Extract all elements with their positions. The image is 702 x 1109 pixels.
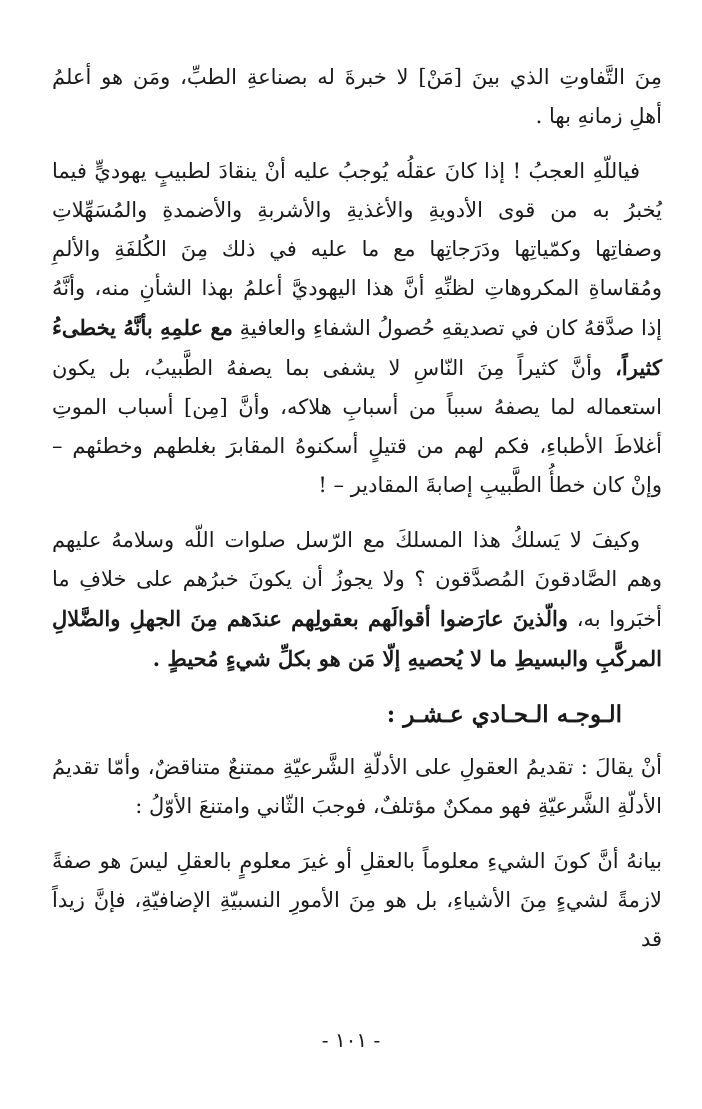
paragraph-4-text: أنْ يقالَ : تقديمُ العقولِ على الأدلّةِ الشَّرعيّةِ ممتنعٌ متناقضٌ، وأمّا تقديمُ الأدلّةِ الشَّرعيّةِ فهو ممكنٌ مؤتلفٌ، فوجبَ الثّاني وامتنعَ الأوّلُ :	[52, 755, 662, 818]
paragraph-3-bold: والّذينَ عارَضوا أقوالَهم بعقولِهم عندَهم مِنَ الجهلِ والضَّلالِ المركَّبِ والبسيطِ ما لا يُحصيهِ إلّا مَن هو بكلِّ شيءٍ مُحيطٍ .	[52, 606, 662, 671]
page-body	[52, 58, 662, 975]
paragraph-1	[52, 58, 662, 136]
paragraph-5-text: بيانهُ أنَّ كونَ الشيءِ معلوماً بالعقلِ أو غيرَ معلومٍ بالعقلِ ليسَ هو صفةً لازمةً لشيءٍ مِنَ الأشياءِ، بل هو مِنَ الأمورِ النسبيّةِ الإضافيّةِ، فإنَّ زيداً قد	[52, 849, 662, 951]
section-heading: الـوجـه الـحـادي عـشـر :	[386, 701, 622, 728]
paragraph-5	[52, 842, 662, 959]
page-number: - ١٠١ -	[321, 1028, 381, 1052]
paragraph-2-text: فياللّهِ العجبُ ! إذا كانَ عقلُه يُوجبُ عليه أنْ ينقادَ لطبيبٍ يهوديٍّ فيما يُخبرُ به من قوى الأدويةِ والأغذيةِ والأشربةِ والأضمدةِ والمُسَهِّلاتِ وصفاتِها وكمّياتِها ودَرَجاتِها مع ما عليه في ذلك مِنَ الكُلفَةِ والألمِ ومُقاساةِ المكروهاتِ لظنِّهِ أنَّ هذا اليهوديَّ أعلمُ بهذا الشأنِ منه، وأنَّهُ إذا صدَّقهُ كان في تصديقهِ حُصولُ الشفاءِ والعافيةِ	[52, 159, 662, 340]
paragraph-2-after: وأنَّ كثيراً مِنَ النّاسِ لا يشفى بما يصفهُ الطَّبيبُ، بل يكون استعماله لما يصفهُ سبباً من أسبابِ هلاكه، وأنَّ [مِن] أسباب الموتِ أغلاطَ الأطباءِ، فكم لهم من قتيلٍ أسكنوهُ المقابرَ بغلطهم وخطئهم – وإنْ كان خطأُ الطَّبيبِ إصابةَ المقادير – !	[52, 356, 662, 497]
paragraph-3	[52, 521, 662, 679]
paragraph-2-bold: مع علمِهِ بأنَّهُ يخطىءُ كثيراً،	[52, 315, 662, 380]
paragraph-1-text: مِنَ التَّفاوتِ الذي بينَ [مَنْ] لا خبرةَ له بصناعةِ الطبِّ، ومَن هو أعلمُ أهلِ زمانهِ بها .	[52, 65, 662, 128]
paragraph-4	[52, 748, 662, 826]
paragraph-3-text: وكيفَ لا يَسلكُ هذا المسلكَ مع الرّسل صلوات اللّه وسلامهُ عليهم وهم الصَّادقونَ المُصدَّقون ؟ ولا يجوزُ أن يكونَ خبرُهم على خلافِ ما أخبَروا به،	[52, 528, 662, 631]
paragraph-2	[52, 152, 662, 505]
